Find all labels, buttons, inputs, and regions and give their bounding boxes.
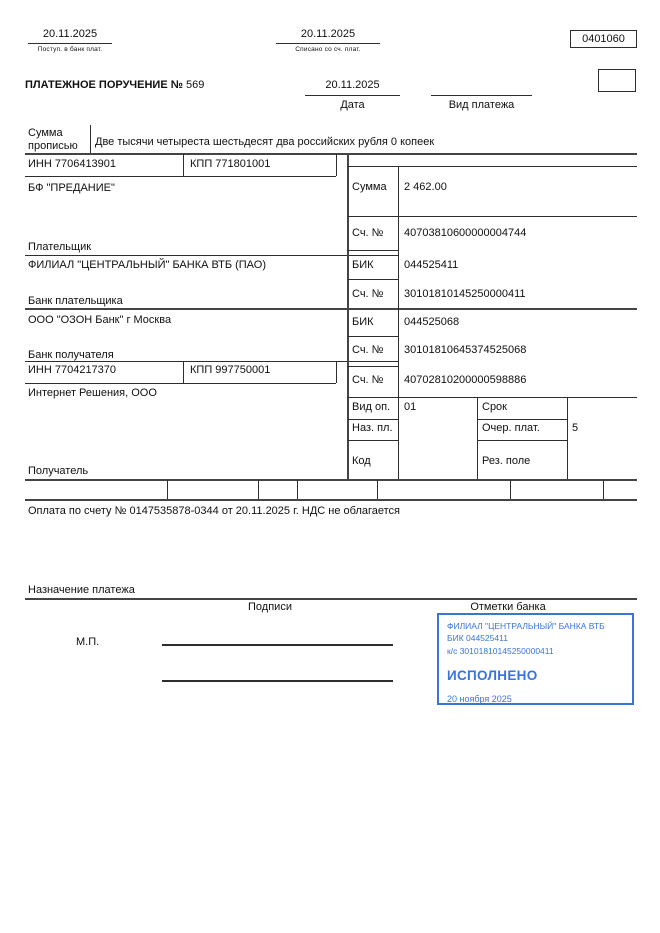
section-divider xyxy=(25,499,637,501)
grid-line xyxy=(336,154,337,176)
grid-line xyxy=(25,255,398,256)
grid-line xyxy=(347,153,349,479)
stamp-bik: БИК 044525411 xyxy=(447,633,508,644)
payer-bank-name: ФИЛИАЛ "ЦЕНТРАЛЬНЫЙ" БАНКА ВТБ (ПАО) xyxy=(28,259,266,271)
payee-bank-name: ООО "ОЗОН Банк" г Москва xyxy=(28,314,172,326)
payer-kpp: КПП 771801001 xyxy=(190,158,271,170)
date-debited-label: Списано со сч. плат. xyxy=(295,46,361,53)
date-received-underline xyxy=(28,43,112,44)
grid-line xyxy=(258,480,259,499)
grid-line xyxy=(603,480,604,499)
signature-line xyxy=(162,644,393,646)
payment-purpose-text: Оплата по счету № 0147535878-0344 от 20.11.2025 г. НДС не облагается xyxy=(28,505,400,517)
grid-line xyxy=(25,176,336,177)
grid-line xyxy=(477,419,567,420)
purpose-kind-label: Наз. пл. xyxy=(352,422,393,434)
payer-bank-corr-account: 30101810145250000411 xyxy=(404,288,526,300)
bank-execution-stamp xyxy=(437,613,634,705)
seal-place-label: М.П. xyxy=(76,636,100,648)
date-debited: 20.11.2025 xyxy=(300,28,356,40)
grid-line xyxy=(336,361,337,383)
stamp-date: 20 ноября 2025 xyxy=(447,693,512,704)
amount-in-words-label: Сумма прописью xyxy=(28,127,78,152)
form-code: 0401060 xyxy=(582,33,625,45)
document-date: 20.11.2025 xyxy=(325,79,380,91)
code-label: Код xyxy=(352,455,371,467)
grid-line xyxy=(183,361,184,383)
payer-bank-bik-label: БИК xyxy=(352,259,374,271)
stamp-corr-account: к/с 30101810145250000411 xyxy=(447,645,554,656)
document-date-label: Дата xyxy=(340,99,365,111)
grid-line xyxy=(347,250,398,251)
section-divider xyxy=(25,479,637,481)
amount-in-words: Две тысячи четыреста шестьдесят два российских рубля 0 копеек xyxy=(95,136,435,148)
document-date-underline xyxy=(305,95,400,96)
grid-line xyxy=(347,166,637,167)
grid-line xyxy=(347,216,637,217)
grid-line xyxy=(90,125,91,153)
op-type-value: 01 xyxy=(404,401,417,413)
payee-bank-corr-account-label: Сч. № xyxy=(352,344,384,356)
payer-name: БФ "ПРЕДАНИЕ" xyxy=(28,182,115,194)
payee-kpp: КПП 997750001 xyxy=(190,364,271,376)
grid-line xyxy=(347,279,398,280)
grid-line xyxy=(347,397,637,398)
section-divider xyxy=(25,308,637,310)
priority-value: 5 xyxy=(572,422,579,434)
grid-line xyxy=(167,480,168,499)
signatures-label: Подписи xyxy=(248,601,292,613)
document-title xyxy=(25,79,204,92)
grid-line xyxy=(510,480,511,499)
grid-line xyxy=(377,480,378,499)
document-title-label: ПЛАТЕЖНОЕ ПОРУЧЕНИЕ № xyxy=(25,79,183,91)
grid-line xyxy=(477,397,478,479)
stamp-status: ИСПОЛНЕНО xyxy=(447,667,538,683)
term-label: Срок xyxy=(482,401,507,413)
payee-label: Получатель xyxy=(28,465,89,477)
grid-line xyxy=(567,397,568,479)
grid-line xyxy=(297,480,298,499)
payer-account: 40703810600000004744 xyxy=(404,227,527,239)
priority-label: Очер. плат. xyxy=(482,422,540,434)
payer-account-label: Сч. № xyxy=(352,227,384,239)
form-code-box xyxy=(570,30,637,48)
payment-purpose-label: Назначение платежа xyxy=(28,584,135,596)
payer-bank-bik: 044525411 xyxy=(404,259,459,271)
signature-line xyxy=(162,680,393,682)
payee-account: 40702810200000598886 xyxy=(404,374,527,386)
grid-line xyxy=(347,440,398,441)
stamp-bank-name: ФИЛИАЛ "ЦЕНТРАЛЬНЫЙ" БАНКА ВТБ xyxy=(447,621,605,631)
payee-name: Интернет Решения, ООО xyxy=(28,387,157,399)
grid-line xyxy=(183,154,184,176)
payer-bank-corr-account-label: Сч. № xyxy=(352,288,384,300)
op-type-label: Вид оп. xyxy=(352,401,391,413)
grid-line xyxy=(477,440,567,441)
payee-account-label: Сч. № xyxy=(352,374,384,386)
payment-type-label: Вид платежа xyxy=(448,99,515,111)
amount-label: Сумма xyxy=(352,181,387,193)
date-received-label: Поступ. в банк плат. xyxy=(37,46,103,53)
payer-bank-label: Банк плательщика xyxy=(28,295,123,307)
payee-bank-corr-account: 30101810645374525068 xyxy=(404,344,527,356)
payer-label: Плательщик xyxy=(28,241,92,253)
grid-line xyxy=(347,419,398,420)
payer-inn: ИНН 7706413901 xyxy=(28,158,117,170)
section-divider xyxy=(25,153,637,155)
grid-line xyxy=(347,336,398,337)
payment-type-box xyxy=(598,69,636,92)
payee-bank-bik: 044525068 xyxy=(404,316,460,328)
bank-marks-label: Отметки банка xyxy=(470,601,546,613)
payee-bank-bik-label: БИК xyxy=(352,316,374,328)
document-number: 569 xyxy=(186,79,205,91)
grid-line xyxy=(25,361,398,362)
date-received: 20.11.2025 xyxy=(42,28,98,40)
section-divider xyxy=(25,598,637,600)
date-debited-underline xyxy=(276,43,380,44)
payment-type-underline xyxy=(431,95,532,96)
amount-value: 2 462.00 xyxy=(404,181,447,193)
grid-line xyxy=(398,166,399,479)
reserve-field-label: Рез. поле xyxy=(482,455,531,467)
grid-line xyxy=(347,366,398,367)
payee-inn: ИНН 7704217370 xyxy=(28,364,117,376)
payee-bank-label: Банк получателя xyxy=(28,349,114,361)
grid-line xyxy=(25,383,336,384)
